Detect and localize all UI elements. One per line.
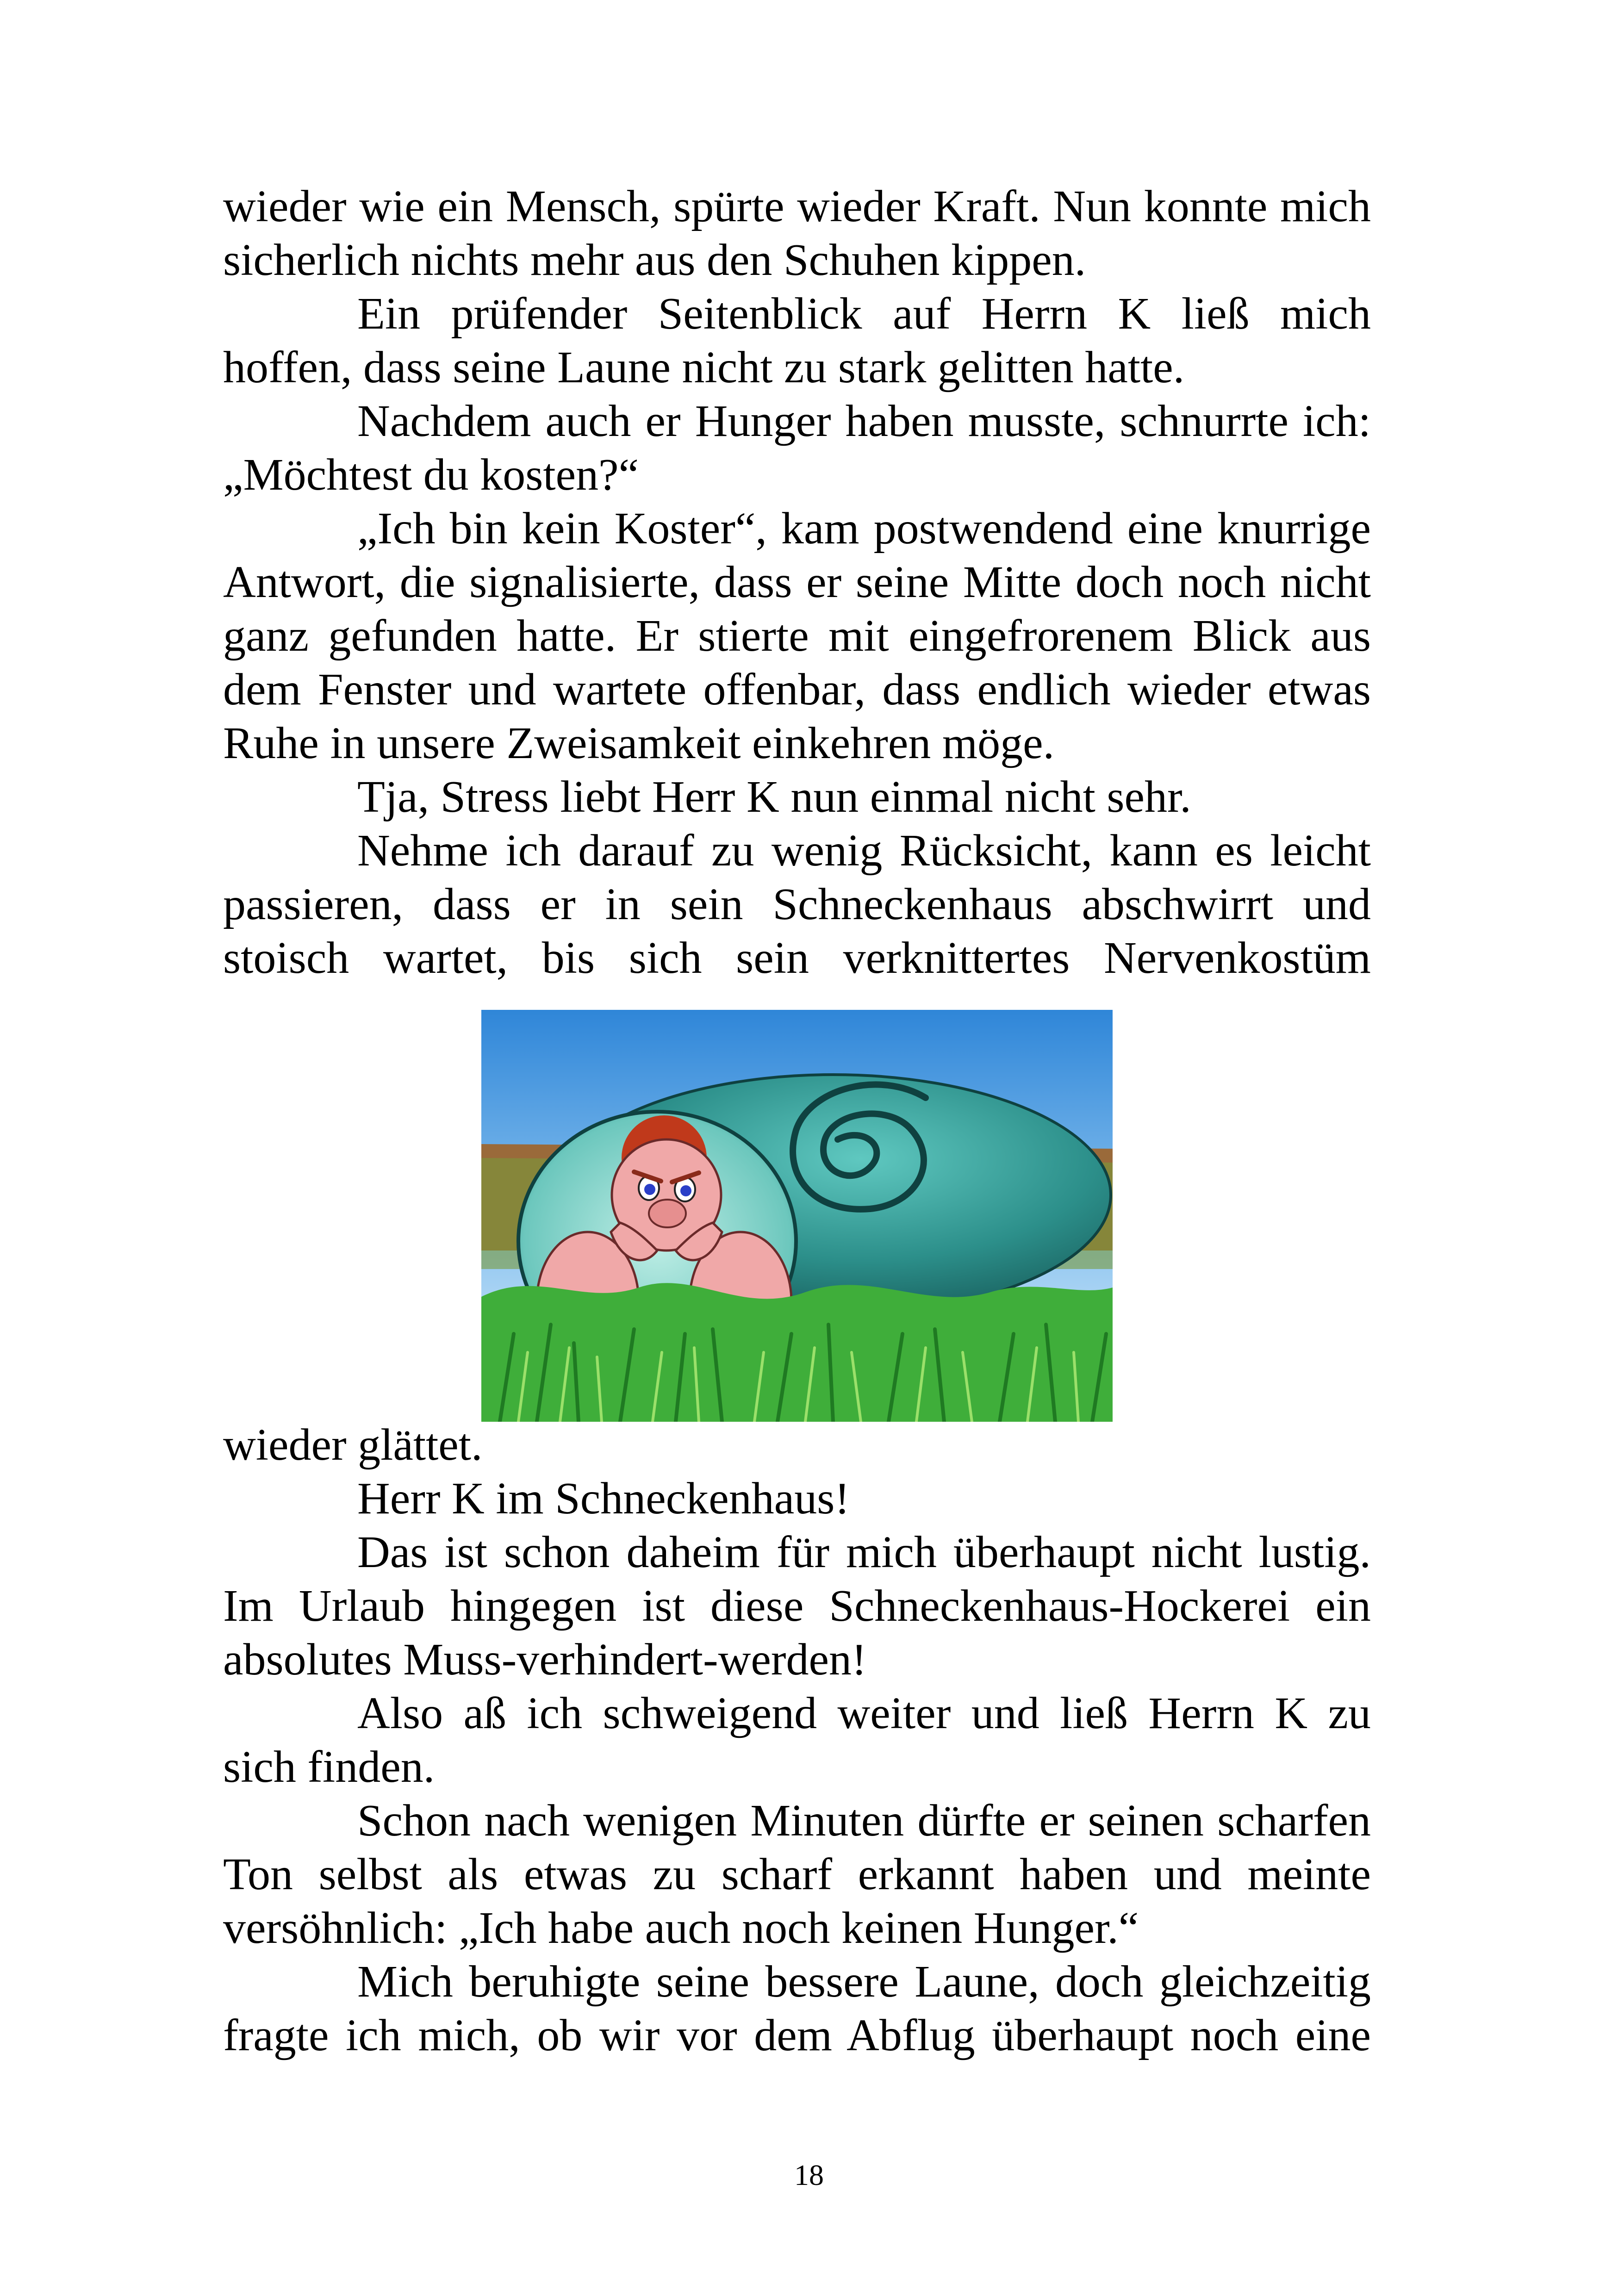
- paragraph: Mich beruhigte seine bessere Laune, doch gleichzeitig fragte ich mich, ob wir vor dem Abflug überhaupt noch eine: [223, 1957, 1371, 2060]
- left-pupil: [644, 1184, 655, 1195]
- paragraph: Also aß ich schweigend weiter und ließ Herrn K zu sich finden.: [223, 1688, 1371, 1792]
- snail-shell-illustration: [481, 1010, 1113, 1422]
- paragraph: Das ist schon daheim für mich überhaupt nicht lustig. Im Urlaub hingegen ist diese Schneckenhaus-Hockerei ein absolutes Muss-verhindert-werden!: [223, 1527, 1371, 1685]
- paragraph: Tja, Stress liebt Herr K nun einmal nicht sehr.: [357, 772, 1191, 822]
- paragraph: wieder wie ein Mensch, spürte wieder Kraft. Nun konnte mich sicherlich nichts mehr aus den Schuhen kippen.: [223, 181, 1371, 285]
- text-block-top: [223, 180, 1371, 985]
- paragraph: Nachdem auch er Hunger haben musste, schnurrte ich: „Möchtest du kosten?“: [223, 396, 1371, 500]
- paragraph: „Ich bin kein Koster“, kam postwendend eine knurrige Antwort, die signalisierte, dass er seine Mitte doch noch nicht ganz gefunden hatte. Er stierte mit eingefrorenem Blick aus dem Fenster und wartete offenbar, dass endlich wieder etwas Ruhe in unsere Zweisamkeit einkehren möge.: [223, 504, 1371, 768]
- paragraph: wieder glättet.: [223, 1420, 483, 1470]
- paragraph: Herr K im Schneckenhaus!: [357, 1474, 850, 1524]
- paragraph: Nehme ich darauf zu wenig Rücksicht, kann es leicht passieren, dass er in sein Schneckenhaus abschwirrt und stoisch wartet, bis sich sein verknittertes Nervenkostüm: [223, 826, 1371, 983]
- paragraph: Ein prüfender Seitenblick auf Herrn K ließ mich hoffen, dass seine Laune nicht zu stark gelitten hatte.: [223, 289, 1371, 392]
- paragraph: Schon nach wenigen Minuten dürfte er seinen scharfen Ton selbst als etwas zu scharf erkannt haben und meinte versöhnlich: „Ich habe auch noch keinen Hunger.“: [223, 1796, 1371, 1953]
- text-block-bottom: [223, 1418, 1371, 2062]
- page-number: 18: [794, 2159, 824, 2191]
- right-pupil: [680, 1185, 691, 1196]
- illustration-svg: [481, 1010, 1113, 1422]
- nose: [649, 1200, 686, 1227]
